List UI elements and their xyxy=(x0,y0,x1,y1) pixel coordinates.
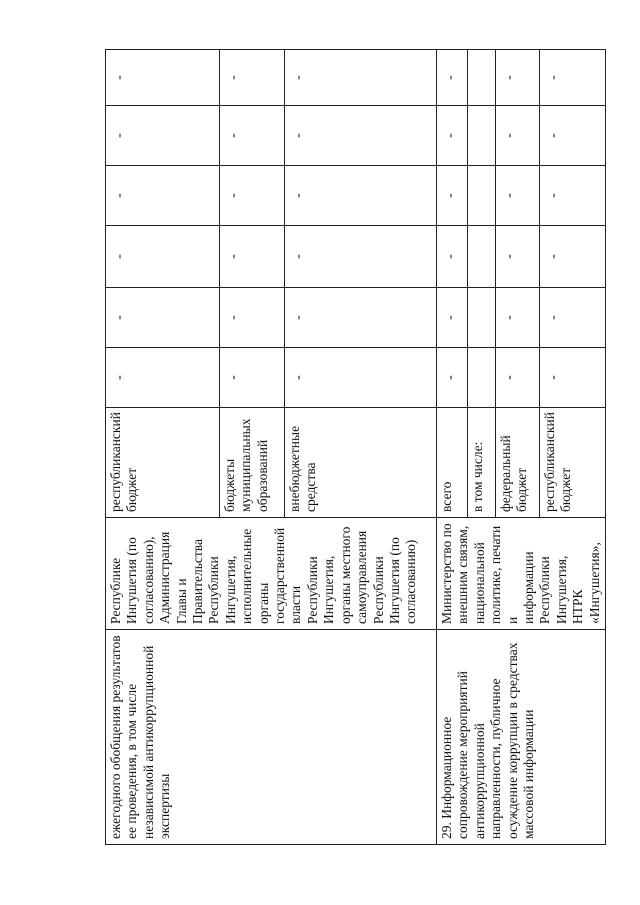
value-cell: - xyxy=(285,166,437,226)
value-cell: - xyxy=(285,226,437,288)
value-cell: - xyxy=(496,348,540,408)
activity-cell: 29. Информационное сопровождение мероприятий антикоррупционной направленности, публичное осуждение коррупции в средствах массовой информации xyxy=(437,630,606,845)
value-cell: - xyxy=(437,50,468,106)
value-cell: - xyxy=(496,288,540,348)
value-cell: - xyxy=(106,226,220,288)
value-cell: - xyxy=(220,166,285,226)
value-cell: - xyxy=(540,50,606,106)
source-label: республиканский бюджет xyxy=(540,408,606,518)
value-cell xyxy=(468,50,496,106)
value-cell xyxy=(468,106,496,166)
value-cell xyxy=(468,288,496,348)
executor-cell: Министерство по внешним связям, национальной политике, печати и информации Республики Ингушетия, НТРК «Ингушетия», xyxy=(437,518,606,630)
value-cell: - xyxy=(496,166,540,226)
value-cell: - xyxy=(437,226,468,288)
source-label: бюджеты муниципальных образований xyxy=(220,408,285,518)
value-cell: - xyxy=(220,50,285,106)
value-cell: - xyxy=(540,106,606,166)
value-cell: - xyxy=(220,348,285,408)
activity-cell: ежегодного обобщения результатов ее проведения, в том числе независимой антикоррупционной экспертизы xyxy=(106,630,437,845)
table-row xyxy=(106,50,220,845)
source-label: федеральный бюджет xyxy=(496,408,540,518)
value-cell: - xyxy=(220,106,285,166)
table-row xyxy=(437,50,468,845)
value-cell: - xyxy=(220,226,285,288)
value-cell xyxy=(468,348,496,408)
value-cell: - xyxy=(540,226,606,288)
source-label: всего xyxy=(437,408,468,518)
value-cell: - xyxy=(540,348,606,408)
value-cell: - xyxy=(540,166,606,226)
value-cell: - xyxy=(285,348,437,408)
value-cell: - xyxy=(106,288,220,348)
value-cell: - xyxy=(496,226,540,288)
source-label: в том числе: xyxy=(468,408,496,518)
value-cell: - xyxy=(285,288,437,348)
value-cell: - xyxy=(437,288,468,348)
value-cell: - xyxy=(106,348,220,408)
value-cell: - xyxy=(437,106,468,166)
executor-cell: Республике Ингушетия (по согласованию), Администрация Главы и Правительства Республики Ингушетия, исполнительные органы государственной власти Республики Ингушетия, органы местного самоуправления Республики Ингушетия (по согласованию) xyxy=(106,518,437,630)
value-cell xyxy=(468,226,496,288)
value-cell: - xyxy=(106,166,220,226)
value-cell: - xyxy=(106,106,220,166)
source-label: внебюджетные средства xyxy=(285,408,437,518)
value-cell: - xyxy=(285,106,437,166)
source-label: республиканский бюджет xyxy=(106,408,220,518)
value-cell: - xyxy=(496,50,540,106)
value-cell: - xyxy=(540,288,606,348)
value-cell: - xyxy=(437,348,468,408)
value-cell: - xyxy=(220,288,285,348)
value-cell: - xyxy=(285,50,437,106)
value-cell: - xyxy=(437,166,468,226)
value-cell xyxy=(468,166,496,226)
program-table xyxy=(105,49,606,845)
value-cell: - xyxy=(496,106,540,166)
rotated-page xyxy=(105,50,602,845)
value-cell: - xyxy=(106,50,220,106)
